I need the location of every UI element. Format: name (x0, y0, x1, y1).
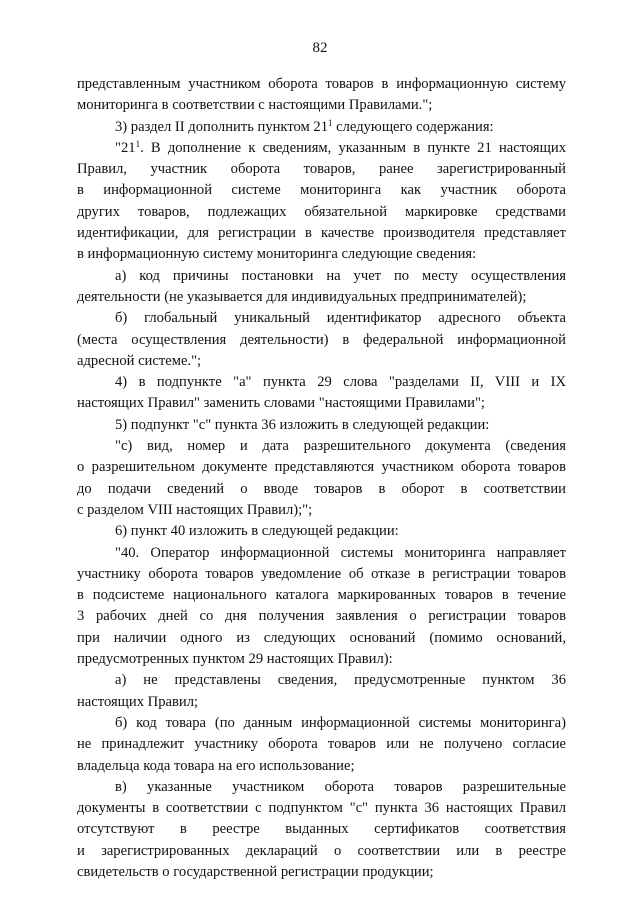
page-number: 82 (312, 40, 328, 56)
text-line: при наличии одного из следующих оснований (помимо оснований, (77, 629, 566, 646)
text-line: предусмотренных пунктом 29 настоящих Правил): (77, 651, 393, 668)
text-line: представленным участником оборота товаров в информационную систему (77, 76, 566, 92)
text-line: а) код причины постановки на учет по месту осуществления (115, 267, 566, 284)
text-line: Правил, участник оборота товаров, ранее зарегистрированный (77, 161, 566, 178)
text-line: 6) пункт 40 изложить в следующей редакции: (115, 523, 399, 540)
text-line: отсутствуют в реестре выданных сертификатов соответствия (77, 821, 566, 838)
text-line: 4) в подпункте "а" пункта 29 слова "разделами II, VIII и IX (115, 374, 566, 391)
text-line: о разрешительном документе представляются участником оборота товаров (77, 459, 566, 476)
text-line: с разделом VIII настоящих Правил);"; (77, 501, 313, 518)
text-line: в) указанные участником оборота товаров разрешительные (115, 778, 566, 795)
text-line: б) глобальный уникальный идентификатор адресного объекта (115, 310, 566, 327)
text-line: "$21^1$. В дополнение к сведениям, указанным в пункте 21 настоящих (115, 138, 566, 156)
text-line: владельца кода товара на его использование; (77, 757, 355, 774)
text-line: адресной системе."; (77, 352, 202, 369)
text-line: (места осуществления деятельности) в федеральной информационной (77, 331, 566, 348)
text-line: настоящих Правил" заменить словами "настоящими Правилами"; (77, 395, 485, 412)
text-line: 3 рабочих дней со дня получения заявления о регистрации товаров (77, 608, 566, 625)
text-line: идентификации, для регистрации в качестве производителя представляет (77, 225, 566, 242)
text-line: "с) вид, номер и дата разрешительного документа (сведения (115, 438, 566, 455)
text-line: б) код товара (по данным информационной системы мониторинга) (115, 714, 566, 731)
superscript: 1 (328, 117, 333, 128)
text-line: в подсистеме национального каталога маркированных товаров в течение (77, 587, 566, 604)
text-line: мониторинга в соответствии с настоящими Правилами."; (77, 97, 433, 114)
document-body (77, 74, 566, 883)
text-line: других товаров, подлежащих обязательной маркировке средствами (77, 203, 566, 220)
text-line: деятельности (не указывается для индивидуальных предпринимателей); (77, 288, 527, 305)
text-line: не принадлежит участнику оборота товаров или не получено согласие (77, 736, 566, 753)
text-line: "40. Оператор информационной системы мониторинга направляет (115, 544, 566, 561)
text-line: в информационную систему мониторинга следующие сведения: (77, 246, 477, 263)
text-line: до подачи сведений о вводе товаров в оборот в соответствии (77, 480, 566, 497)
text-line: 5) подпункт "с" пункта 36 изложить в следующей редакции: (115, 416, 490, 433)
text-line: настоящих Правил; (77, 693, 199, 710)
text-line: в информационной системе мониторинга как участник оборота (77, 182, 566, 199)
text-line: участнику оборота товаров уведомление об отказе в регистрации товаров (77, 565, 566, 582)
text-line: свидетельств о государственной регистрации продукции; (77, 863, 434, 880)
text-line: а) не представлены сведения, предусмотренные пунктом 36 (115, 672, 566, 689)
superscript: 1 (135, 138, 141, 149)
text-line: документы в соответствии с подпунктом "с" пункта 36 настоящих Правил (77, 800, 566, 817)
text-line: и зарегистрированных деклараций о соответствии или в реестре (77, 842, 566, 859)
text-line: 3) раздел II дополнить пунктом $21^1$ следующего содержания: (115, 117, 494, 135)
